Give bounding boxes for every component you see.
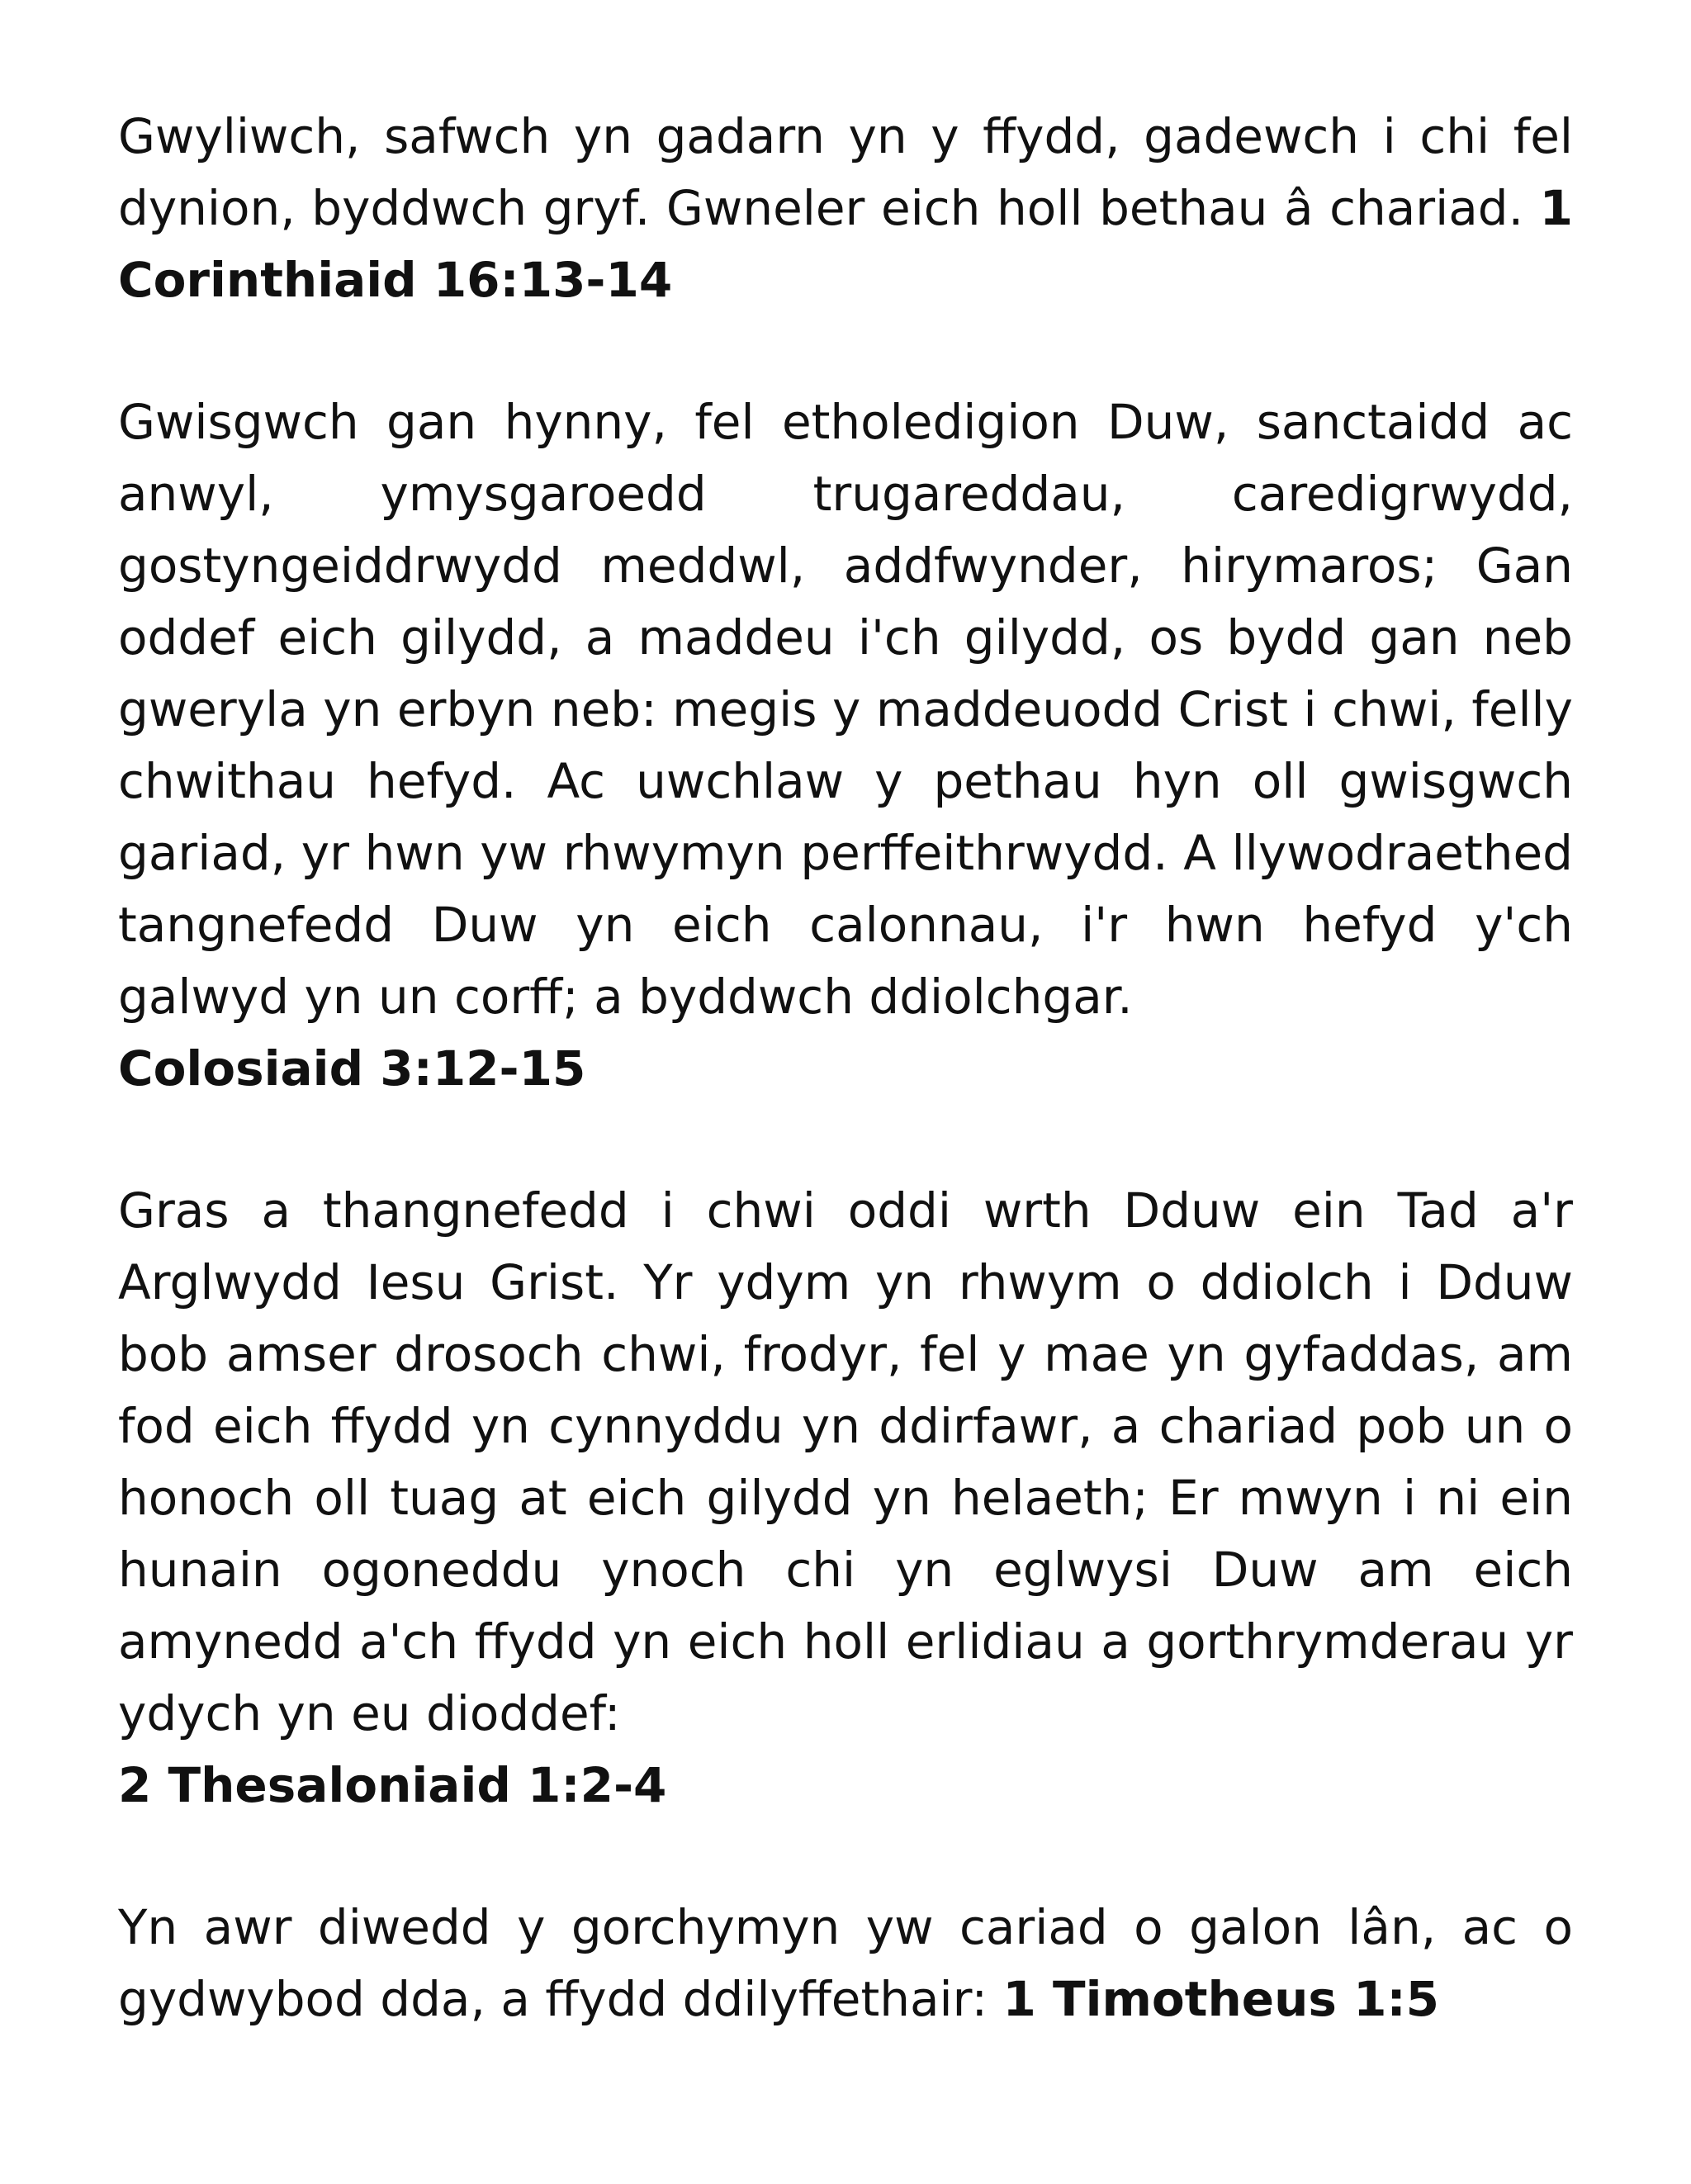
passage-2 [118,386,1573,1105]
passage-text: Yn awr diwedd y gorchymyn yw cariad o galon lân, ac o gydwybod dda, a ffydd ddilyffethair: [118,1899,1573,2027]
passage-3 [118,1175,1573,1822]
scripture-reference: 2 Thesaloniaid 1:2-4 [118,1757,667,1813]
document-page [118,101,1573,2106]
scripture-reference: 1 Corinthiaid 16:13-14 [118,180,1573,308]
scripture-reference: 1 Timotheus 1:5 [1002,1971,1439,2027]
scripture-reference: Colosiaid 3:12-15 [118,1040,586,1097]
passage-1 [118,101,1573,316]
passage-4 [118,1892,1573,2035]
passage-text: Gras a thangnefedd i chwi oddi wrth Dduw ein Tad a'r Arglwydd Iesu Grist. Yr ydym yn rhwym o ddiolch i Dduw bob amser drosoch chwi, frodyr, fel y mae yn gyfaddas, am fod eich ffydd yn cynnyddu yn ddirfawr, a chariad pob un o honoch oll tuag at eich gilydd yn helaeth; Er mwyn i ni ein hunain ogoneddu ynoch chi yn eglwysi Duw am eich amynedd a'ch ffydd yn eich holl erlidiau a gorthrymderau yr ydych yn eu dioddef: [118,1182,1573,1741]
passage-text: Gwisgwch gan hynny, fel etholedigion Duw, sanctaidd ac anwyl, ymysgaroedd trugareddau, caredigrwydd, gostyngeiddrwydd meddwl, addfwynder, hirymaros; Gan oddef eich gilydd, a maddeu i'ch gilydd, os bydd gan neb gweryla yn erbyn neb: megis y maddeuodd Crist i chwi, felly chwithau hefyd. Ac uwchlaw y pethau hyn oll gwisgwch gariad, yr hwn yw rhwymyn perffeithrwydd. A llywodraethed tangnefedd Duw yn eich calonnau, i'r hwn hefyd y'ch galwyd yn un corff; a byddwch ddiolchgar. [118,394,1573,1025]
passage-text: Gwyliwch, safwch yn gadarn yn y ffydd, gadewch i chi fel dynion, byddwch gryf. Gwneler eich holl bethau â chariad. [118,108,1573,236]
